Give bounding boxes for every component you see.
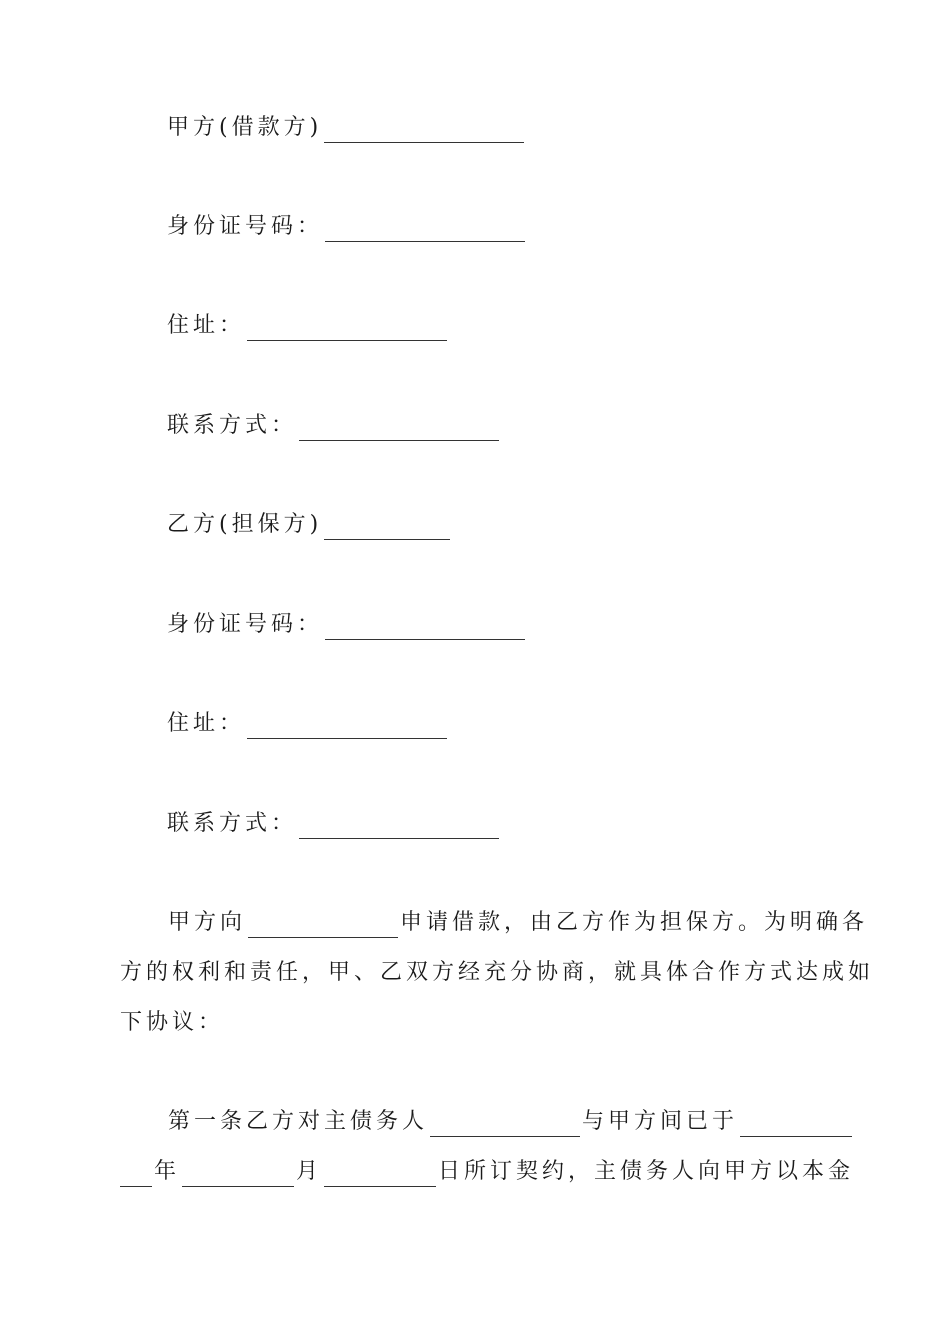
intro-line-2 bbox=[120, 958, 875, 988]
party-b-address-label: 住址： bbox=[167, 711, 246, 736]
party-b-address-line bbox=[167, 709, 449, 739]
debtor-name-blank[interactable] bbox=[430, 1110, 580, 1137]
article-1-text-c: 日所订契约，主债务人向甲方以本金 bbox=[438, 1159, 855, 1184]
month-blank[interactable] bbox=[182, 1160, 294, 1187]
day-blank[interactable] bbox=[324, 1160, 436, 1187]
article-1-text-a: 第一条乙方对主债务人 bbox=[168, 1109, 429, 1134]
article-1-line-1 bbox=[120, 1107, 832, 1137]
article-1-paragraph bbox=[120, 1107, 855, 1207]
party-a-address-label: 住址： bbox=[167, 313, 246, 338]
intro-paragraph bbox=[120, 908, 875, 1058]
article-1-text-b: 与甲方间已于 bbox=[582, 1109, 739, 1134]
party-a-title-line bbox=[167, 113, 526, 143]
party-a-contact-blank[interactable] bbox=[299, 414, 499, 441]
intro-text-c: 方的权利和责任，甲、乙双方经充分协商，就具体合作方式达成如 bbox=[120, 960, 875, 985]
party-b-title-line bbox=[167, 510, 452, 540]
party-a-id-line bbox=[167, 212, 527, 242]
month-label: 月 bbox=[296, 1159, 323, 1184]
year-label: 年 bbox=[154, 1159, 181, 1184]
lender-name-blank[interactable] bbox=[248, 911, 398, 938]
intro-text-d: 下协议： bbox=[120, 1010, 225, 1035]
party-a-contact-line bbox=[167, 411, 501, 441]
party-a-id-label: 身份证号码： bbox=[167, 214, 324, 239]
party-b-contact-blank[interactable] bbox=[299, 812, 499, 839]
intro-text-b: 申请借款，由乙方作为担保方。为明确各 bbox=[400, 910, 869, 935]
intro-line-3 bbox=[120, 1008, 832, 1038]
party-a-id-blank[interactable] bbox=[325, 215, 525, 242]
party-a-address-blank[interactable] bbox=[247, 314, 447, 341]
party-b-name-blank[interactable] bbox=[324, 513, 450, 540]
intro-text-a: 甲方向 bbox=[168, 910, 247, 935]
party-b-id-line bbox=[167, 610, 527, 640]
article-1-line-2 bbox=[120, 1157, 855, 1187]
party-b-id-blank[interactable] bbox=[325, 613, 525, 640]
party-b-contact-label: 联系方式： bbox=[167, 811, 298, 836]
party-b-contact-line bbox=[167, 809, 501, 839]
contract-date-blank-a[interactable] bbox=[740, 1110, 852, 1137]
party-b-id-label: 身份证号码： bbox=[167, 612, 324, 637]
year-blank[interactable] bbox=[120, 1160, 152, 1187]
party-b-address-blank[interactable] bbox=[247, 712, 447, 739]
party-a-contact-label: 联系方式： bbox=[167, 413, 298, 438]
party-a-name-blank[interactable] bbox=[324, 116, 524, 143]
party-a-address-line bbox=[167, 311, 449, 341]
intro-line-1 bbox=[120, 908, 869, 938]
party-a-title: 甲方(借款方) bbox=[167, 115, 323, 140]
party-b-title: 乙方(担保方) bbox=[167, 512, 323, 537]
